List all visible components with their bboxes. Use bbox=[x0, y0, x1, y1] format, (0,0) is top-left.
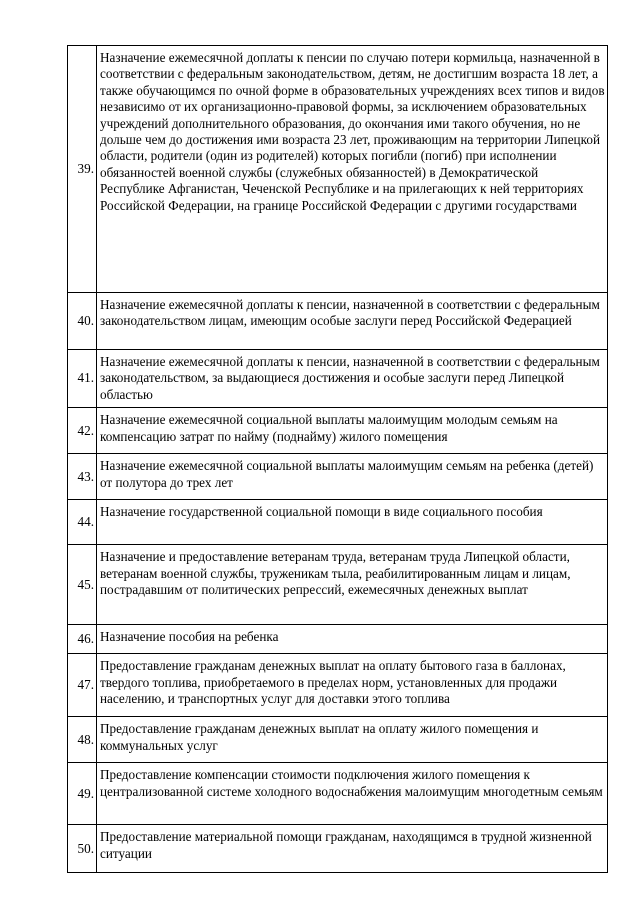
row-number: 41. bbox=[68, 350, 97, 408]
table-row bbox=[68, 500, 608, 545]
row-number: 42. bbox=[68, 408, 97, 454]
row-number: 48. bbox=[68, 717, 97, 763]
service-description: Назначение пособия на ребенка bbox=[97, 625, 608, 654]
row-number: 50. bbox=[68, 825, 97, 873]
row-number: 47. bbox=[68, 654, 97, 717]
service-description: Предоставление гражданам денежных выплат на оплату бытового газа в баллонах, твердого топлива, приобретаемого в пределах норм, установленных для продажи населению, и транспортных услуг для доставки этого топлива bbox=[97, 654, 608, 717]
services-table-body bbox=[68, 46, 608, 873]
table-row bbox=[68, 408, 608, 454]
service-description: Назначение ежемесячной доплаты к пенсии, назначенной в соответствии с федеральным законодательством, за выдающиеся достижения и особые заслуги перед Липецкой областью bbox=[97, 350, 608, 408]
table-row bbox=[68, 717, 608, 763]
row-number: 40. bbox=[68, 293, 97, 350]
row-number: 46. bbox=[68, 625, 97, 654]
table-row bbox=[68, 654, 608, 717]
table-row bbox=[68, 350, 608, 408]
row-number: 43. bbox=[68, 454, 97, 500]
row-number: 39. bbox=[68, 46, 97, 293]
row-number: 49. bbox=[68, 763, 97, 825]
service-description: Предоставление материальной помощи гражданам, находящимся в трудной жизненной ситуации bbox=[97, 825, 608, 873]
service-description: Назначение ежемесячной доплаты к пенсии по случаю потери кормильца, назначенной в соответствии с федеральным законодательством, детям, не достигшим возраста 18 лет, а также обучающимся по очной форме в образовательных учреждениях всех типов и видов независимо от их организационно-правовой формы, за исключением образовательных учреждений дополнительного образования, до окончания ими такого обучения, но не дольше чем до достижения ими возраста 23 лет, проживающим на территории Липецкой области, родители (один из родителей) которых погибли (погиб) при исполнении обязанностей военной службы (служебных обязанностей) в Демократической Республике Афганистан, Чеченской Республике и на прилегающих к ней территориях Российской Федерации, на границе Российской Федерации с другими государствами bbox=[97, 46, 608, 293]
service-description: Назначение и предоставление ветеранам труда, ветеранам труда Липецкой области, ветеранам военной службы, труженикам тыла, реабилитированным лицам и лицам, пострадавшим от политических репрессий, ежемесячных денежных выплат bbox=[97, 545, 608, 625]
service-description: Предоставление гражданам денежных выплат на оплату жилого помещения и коммунальных услуг bbox=[97, 717, 608, 763]
row-number: 45. bbox=[68, 545, 97, 625]
row-number: 44. bbox=[68, 500, 97, 545]
table-row bbox=[68, 545, 608, 625]
service-description: Назначение ежемесячной доплаты к пенсии, назначенной в соответствии с федеральным законодательством лицам, имеющим особые заслуги перед Российской Федерацией bbox=[97, 293, 608, 350]
service-description: Назначение ежемесячной социальной выплаты малоимущим молодым семьям на компенсацию затрат по найму (поднайму) жилого помещения bbox=[97, 408, 608, 454]
service-description: Назначение ежемесячной социальной выплаты малоимущим семьям на ребенка (детей) от полутора до трех лет bbox=[97, 454, 608, 500]
table-row bbox=[68, 825, 608, 873]
table-row bbox=[68, 454, 608, 500]
service-description: Назначение государственной социальной помощи в виде социального пособия bbox=[97, 500, 608, 545]
table-row bbox=[68, 293, 608, 350]
table-row bbox=[68, 763, 608, 825]
service-description: Предоставление компенсации стоимости подключения жилого помещения к централизованной системе холодного водоснабжения малоимущим многодетным семьям bbox=[97, 763, 608, 825]
services-table bbox=[67, 45, 608, 873]
table-row bbox=[68, 46, 608, 293]
table-row bbox=[68, 625, 608, 654]
